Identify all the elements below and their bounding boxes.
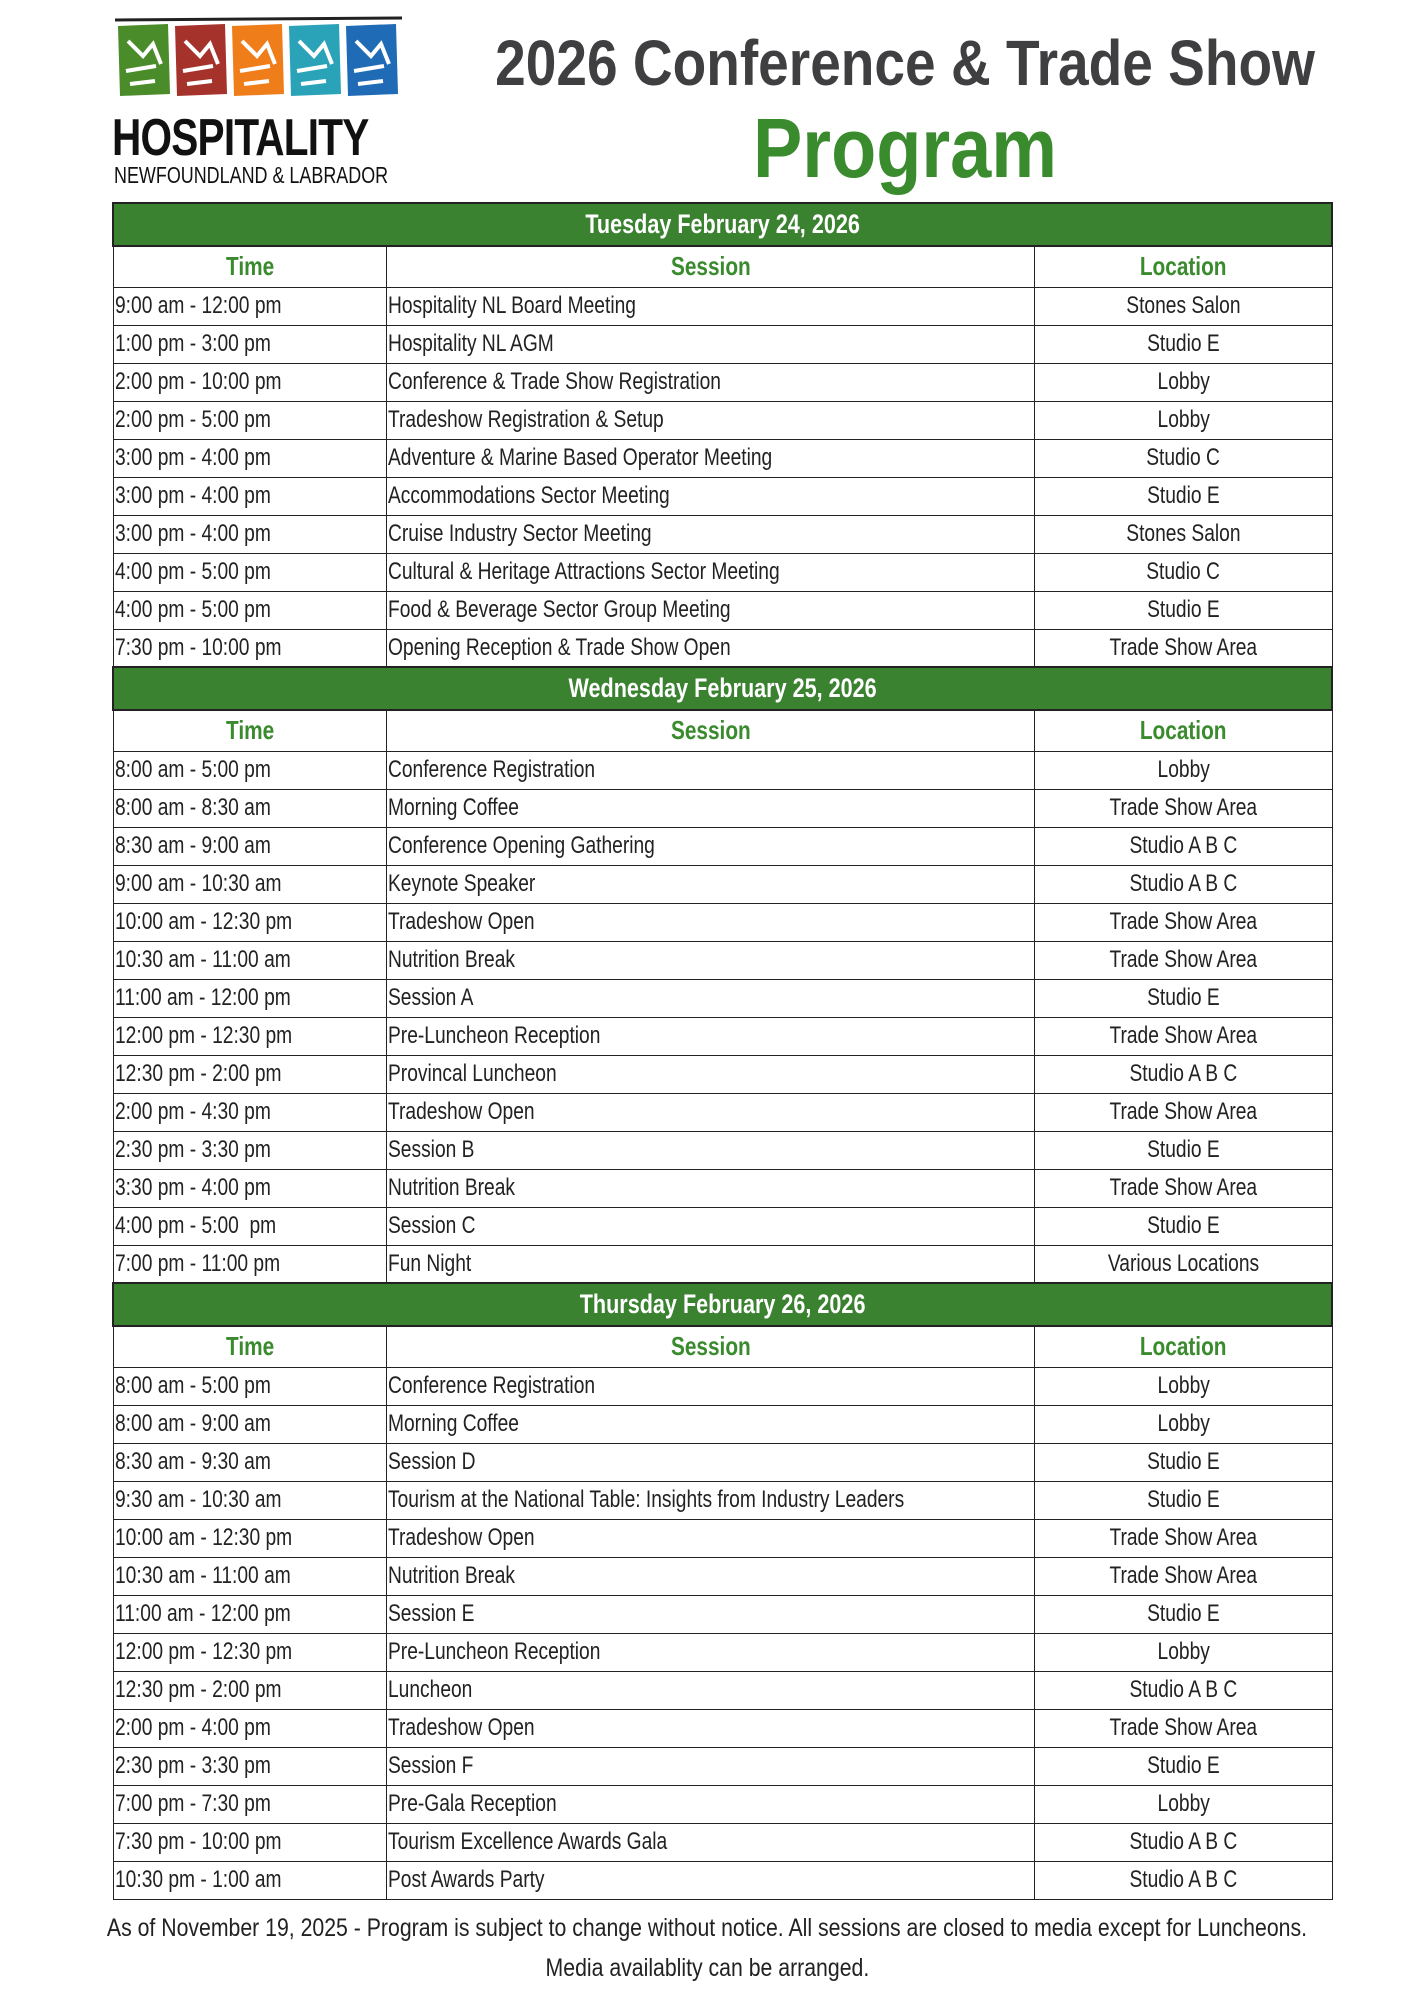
location-cell: Lobby [1157, 1372, 1210, 1399]
time-cell: 10:30 pm - 1:00 am [114, 1866, 281, 1893]
time-cell: 7:00 pm - 7:30 pm [114, 1790, 271, 1817]
time-cell: 10:30 am - 11:00 am [114, 1562, 291, 1589]
day-header [113, 203, 1332, 246]
time-cell: 9:00 am - 10:30 am [114, 870, 281, 897]
table-row [113, 979, 1332, 1017]
table-row [113, 1671, 1332, 1709]
session-cell: Nutrition Break [387, 946, 515, 973]
time-cell: 3:00 pm - 4:00 pm [114, 520, 271, 547]
table-row [113, 591, 1332, 629]
session-cell: Cultural & Heritage Attractions Sector Meeting [387, 558, 780, 585]
session-cell: Tradeshow Open [387, 1098, 535, 1125]
table-row [113, 1633, 1332, 1671]
table-row [113, 401, 1332, 439]
location-cell: Trade Show Area [1109, 946, 1258, 973]
logo-banner [232, 24, 284, 96]
table-row [113, 1747, 1332, 1785]
location-cell: Stones Salon [1126, 292, 1241, 319]
location-cell: Trade Show Area [1109, 1174, 1258, 1201]
time-cell: 11:00 am - 12:00 pm [114, 1600, 291, 1627]
logo-wordmark: HOSPITALITY [112, 109, 369, 167]
column-header-location: Location [1139, 1331, 1227, 1362]
time-cell: 10:00 am - 12:30 pm [114, 908, 292, 935]
session-cell: Conference Opening Gathering [387, 832, 655, 859]
session-cell: Food & Beverage Sector Group Meeting [387, 596, 731, 623]
location-cell: Lobby [1157, 1638, 1210, 1665]
session-cell: Morning Coffee [387, 794, 519, 821]
table-row [113, 1055, 1332, 1093]
table-row [113, 789, 1332, 827]
day-header [113, 667, 1332, 710]
session-cell: Adventure & Marine Based Operator Meeting [387, 444, 772, 471]
session-cell: Tradeshow Open [387, 908, 535, 935]
location-cell: Studio E [1146, 1136, 1220, 1163]
logo-banner [289, 24, 341, 96]
location-cell: Studio A B C [1129, 1676, 1238, 1703]
location-cell: Trade Show Area [1109, 908, 1258, 935]
location-cell: Studio E [1146, 1448, 1220, 1475]
table-row [113, 553, 1332, 591]
table-row [113, 1519, 1332, 1557]
session-cell: Nutrition Break [387, 1174, 515, 1201]
session-cell: Session E [387, 1600, 475, 1627]
time-cell: 2:30 pm - 3:30 pm [114, 1752, 271, 1779]
location-cell: Trade Show Area [1109, 1714, 1258, 1741]
table-row [113, 865, 1332, 903]
location-cell: Lobby [1157, 756, 1210, 783]
session-cell: Hospitality NL AGM [387, 330, 554, 357]
location-cell: Trade Show Area [1109, 1022, 1258, 1049]
time-cell: 12:30 pm - 2:00 pm [114, 1676, 281, 1703]
time-cell: 8:00 am - 9:00 am [114, 1410, 271, 1437]
table-row [113, 1443, 1332, 1481]
table-row [113, 325, 1332, 363]
logo-banner [175, 24, 227, 96]
column-header-session: Session [670, 1331, 751, 1362]
table-row [113, 439, 1332, 477]
location-cell: Various Locations [1107, 1249, 1259, 1277]
logo-banner [346, 24, 398, 96]
location-cell: Trade Show Area [1109, 1098, 1258, 1125]
location-cell: Studio E [1146, 330, 1220, 357]
table-row [113, 1207, 1332, 1245]
session-cell: Tradeshow Open [387, 1714, 535, 1741]
time-cell: 7:30 pm - 10:00 pm [114, 633, 281, 661]
table-row [113, 1861, 1332, 1899]
day-header [113, 1283, 1332, 1326]
page-title: 2026 Conference & Trade Show [495, 27, 1315, 99]
location-cell: Lobby [1157, 1790, 1210, 1817]
column-header-row [113, 1326, 1332, 1367]
time-cell: 12:30 pm - 2:00 pm [114, 1060, 281, 1087]
location-cell: Studio A B C [1129, 1828, 1238, 1855]
time-cell: 1:00 pm - 3:00 pm [114, 330, 271, 357]
table-row [113, 827, 1332, 865]
column-header-location: Location [1139, 251, 1227, 282]
table-row [113, 629, 1332, 667]
time-cell: 4:00 pm - 5:00 pm [114, 596, 271, 623]
location-cell: Studio E [1146, 1600, 1220, 1627]
table-row [113, 751, 1332, 789]
program-table [112, 202, 1333, 1900]
column-header-row [113, 710, 1332, 751]
time-cell: 3:30 pm - 4:00 pm [114, 1174, 271, 1201]
location-cell: Lobby [1157, 406, 1210, 433]
table-row [113, 1245, 1332, 1283]
session-cell: Pre-Luncheon Reception [387, 1638, 601, 1665]
location-cell: Studio E [1146, 482, 1220, 509]
location-cell: Studio A B C [1129, 832, 1238, 859]
table-row [113, 1481, 1332, 1519]
table-row [113, 477, 1332, 515]
column-header-time: Time [225, 251, 274, 282]
table-row [113, 1709, 1332, 1747]
table-row [113, 287, 1332, 325]
session-cell: Fun Night [387, 1249, 472, 1277]
table-row [113, 1017, 1332, 1055]
time-cell: 12:00 pm - 12:30 pm [114, 1638, 292, 1665]
session-cell: Tradeshow Open [387, 1524, 535, 1551]
time-cell: 3:00 pm - 4:00 pm [114, 482, 271, 509]
session-cell: Pre-Gala Reception [387, 1790, 557, 1817]
session-cell: Morning Coffee [387, 1410, 519, 1437]
day-label: Thursday February 26, 2026 [579, 1289, 866, 1319]
column-header-time: Time [225, 715, 274, 746]
location-cell: Studio E [1146, 1212, 1220, 1239]
time-cell: 7:00 pm - 11:00 pm [114, 1249, 280, 1277]
session-cell: Session D [387, 1448, 476, 1475]
session-cell: Post Awards Party [387, 1866, 545, 1893]
location-cell: Stones Salon [1126, 520, 1241, 547]
session-cell: Session F [387, 1752, 474, 1779]
table-row [113, 1093, 1332, 1131]
table-row [113, 1557, 1332, 1595]
time-cell: 8:00 am - 5:00 pm [114, 1372, 271, 1399]
logo-subtitle: NEWFOUNDLAND & LABRADOR [114, 162, 389, 188]
session-cell: Conference Registration [387, 1372, 595, 1399]
session-cell: Session C [387, 1212, 476, 1239]
session-cell: Pre-Luncheon Reception [387, 1022, 601, 1049]
location-cell: Trade Show Area [1109, 794, 1258, 821]
footer-line-1: As of November 19, 2025 - Program is subject to change without notice. All sessions are closed to media except for Luncheons. [106, 1914, 1308, 1942]
session-cell: Accommodations Sector Meeting [387, 482, 670, 509]
footer-note [0, 1914, 1414, 1943]
session-cell: Keynote Speaker [387, 870, 536, 897]
day-label: Tuesday February 24, 2026 [585, 209, 860, 239]
time-cell: 8:30 am - 9:00 am [114, 832, 271, 859]
location-cell: Trade Show Area [1109, 633, 1258, 661]
session-cell: Provincal Luncheon [387, 1060, 557, 1087]
time-cell: 10:30 am - 11:00 am [114, 946, 291, 973]
time-cell: 11:00 am - 12:00 pm [114, 984, 291, 1011]
table-row [113, 903, 1332, 941]
day-label: Wednesday February 25, 2026 [568, 673, 877, 703]
session-cell: Session A [387, 984, 474, 1011]
table-row [113, 1367, 1332, 1405]
time-cell: 2:00 pm - 4:30 pm [114, 1098, 271, 1125]
time-cell: 8:00 am - 5:00 pm [114, 756, 271, 783]
session-cell: Nutrition Break [387, 1562, 515, 1589]
time-cell: 8:30 am - 9:30 am [114, 1448, 271, 1475]
location-cell: Studio E [1146, 984, 1220, 1011]
session-cell: Tourism at the National Table: Insights from Industry Leaders [387, 1486, 904, 1513]
location-cell: Lobby [1157, 368, 1210, 395]
session-cell: Luncheon [387, 1676, 473, 1703]
time-cell: 10:00 am - 12:30 pm [114, 1524, 292, 1551]
page-subtitle: Program [753, 101, 1057, 195]
column-header-session: Session [670, 715, 751, 746]
time-cell: 2:30 pm - 3:30 pm [114, 1136, 271, 1163]
time-cell: 9:30 am - 10:30 am [114, 1486, 281, 1513]
time-cell: 7:30 pm - 10:00 pm [114, 1828, 281, 1855]
time-cell: 2:00 pm - 5:00 pm [114, 406, 271, 433]
footer-note-2 [0, 1954, 1414, 1983]
table-row [113, 1169, 1332, 1207]
location-cell: Studio E [1146, 1486, 1220, 1513]
session-cell: Hospitality NL Board Meeting [387, 292, 636, 319]
location-cell: Lobby [1157, 1410, 1210, 1437]
table-row [113, 1785, 1332, 1823]
logo-banner [118, 24, 170, 96]
table-row [113, 1823, 1332, 1861]
time-cell: 2:00 pm - 10:00 pm [114, 368, 281, 395]
location-cell: Studio A B C [1129, 1060, 1238, 1087]
table-row [113, 1131, 1332, 1169]
column-header-location: Location [1139, 715, 1227, 746]
session-cell: Tradeshow Registration & Setup [387, 406, 664, 433]
table-row [113, 1405, 1332, 1443]
location-cell: Studio C [1146, 444, 1221, 471]
footer-line-2: Media availablity can be arranged. [545, 1954, 869, 1982]
session-cell: Cruise Industry Sector Meeting [387, 520, 652, 547]
time-cell: 4:00 pm - 5:00 pm [114, 1212, 276, 1239]
table-row [113, 941, 1332, 979]
session-cell: Session B [387, 1136, 475, 1163]
location-cell: Studio E [1146, 596, 1220, 623]
table-row [113, 1595, 1332, 1633]
time-cell: 9:00 am - 12:00 pm [114, 292, 281, 319]
time-cell: 12:00 pm - 12:30 pm [114, 1022, 292, 1049]
table-row [113, 363, 1332, 401]
session-cell: Tourism Excellence Awards Gala [387, 1828, 668, 1855]
column-header-session: Session [670, 251, 751, 282]
session-cell: Conference & Trade Show Registration [387, 368, 721, 395]
time-cell: 3:00 pm - 4:00 pm [114, 444, 271, 471]
location-cell: Studio A B C [1129, 1866, 1238, 1893]
column-header-row [113, 246, 1332, 287]
session-cell: Opening Reception & Trade Show Open [387, 633, 731, 661]
session-cell: Conference Registration [387, 756, 595, 783]
table-row [113, 515, 1332, 553]
time-cell: 2:00 pm - 4:00 pm [114, 1714, 271, 1741]
time-cell: 8:00 am - 8:30 am [114, 794, 271, 821]
column-header-time: Time [225, 1331, 274, 1362]
time-cell: 4:00 pm - 5:00 pm [114, 558, 271, 585]
location-cell: Studio C [1146, 558, 1221, 585]
location-cell: Trade Show Area [1109, 1524, 1258, 1551]
location-cell: Trade Show Area [1109, 1562, 1258, 1589]
location-cell: Studio E [1146, 1752, 1220, 1779]
location-cell: Studio A B C [1129, 870, 1238, 897]
